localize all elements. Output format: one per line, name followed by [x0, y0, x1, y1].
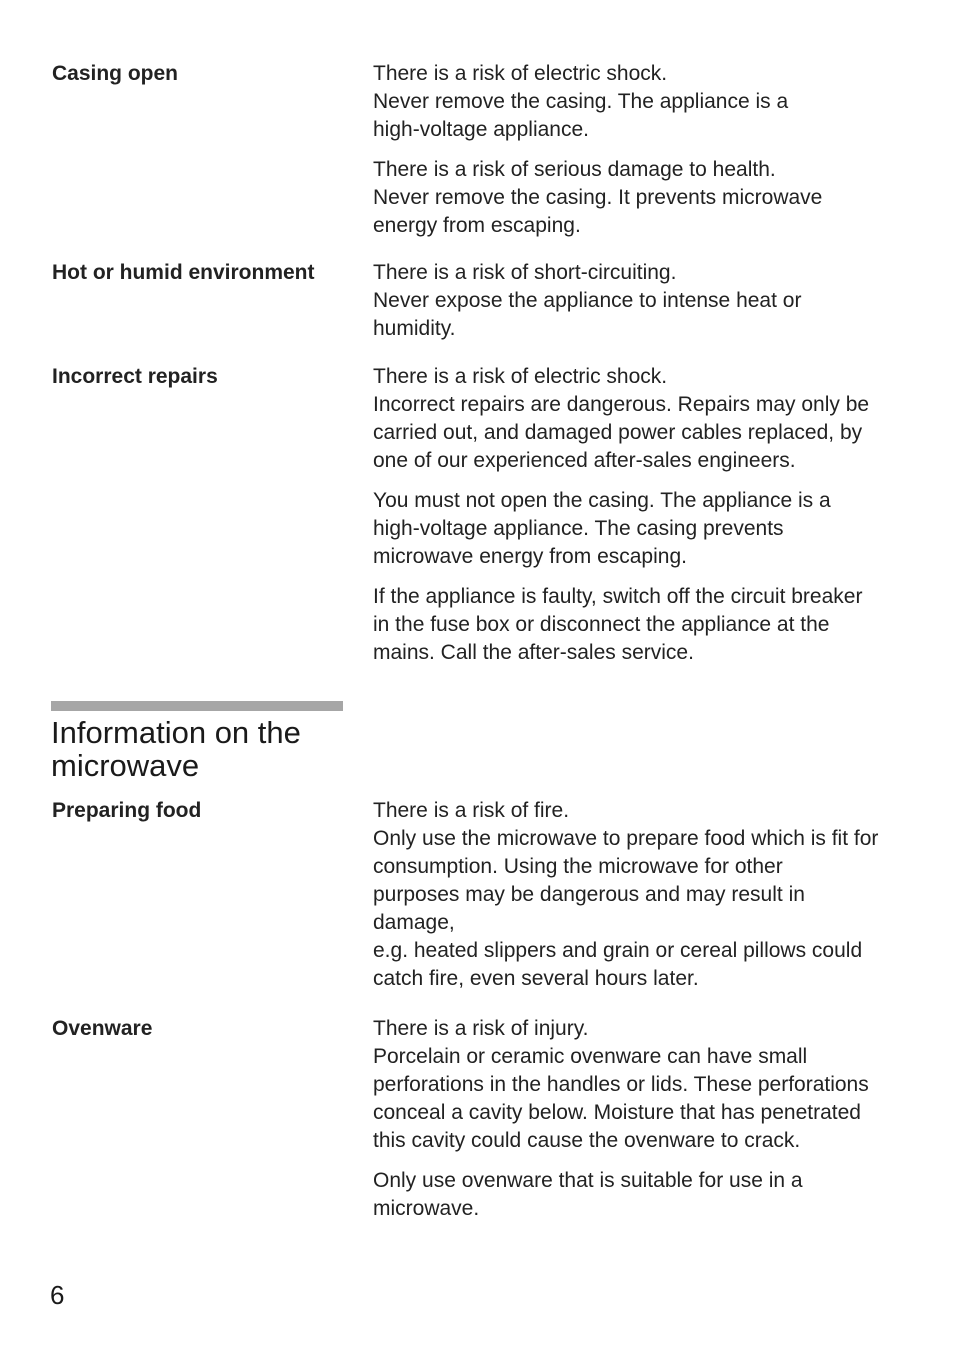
entry-text-ovenware [373, 1015, 918, 1223]
entry-text-casing-open [373, 60, 918, 240]
paragraph: Only use ovenware that is suitable for use in a microwave. [373, 1169, 803, 1220]
paragraph: There is a risk of electric shock. Never remove the casing. The appliance is a high-voltage appliance. [373, 62, 789, 141]
paragraph: There is a risk of electric shock. Incorrect repairs are dangerous. Repairs may only be carried out, and damaged power cables replaced, by one of our experienced after-sales engineers. [373, 365, 870, 472]
entry-label-casing-open: Casing open [52, 62, 179, 85]
paragraph: There is a risk of short-circuiting. Never expose the appliance to intense heat or humidity. [373, 261, 802, 340]
section-divider-bar [51, 701, 343, 711]
section-title: Information on the microwave [51, 715, 301, 783]
entry-label-hot-humid: Hot or humid environment [52, 261, 315, 284]
paragraph: You must not open the casing. The appliance is a high-voltage appliance. The casing prevents microwave energy from escaping. [373, 489, 831, 568]
paragraph: There is a risk of injury. Porcelain or ceramic ovenware can have small perforations in the handles or lids. These perforations conceal a cavity below. Moisture that has penetrated this cavity could cause the ovenware to crack. [373, 1017, 869, 1152]
entry-text-preparing-food [373, 797, 918, 993]
page-number: 6 [50, 1280, 65, 1310]
paragraph: If the appliance is faulty, switch off the circuit breaker in the fuse box or disconnect the appliance at the mains. Call the after-sales service. [373, 585, 863, 664]
paragraph: There is a risk of serious damage to health. Never remove the casing. It prevents microwave energy from escaping. [373, 158, 823, 237]
entry-label-preparing-food: Preparing food [52, 799, 202, 822]
entry-text-incorrect-repairs [373, 363, 918, 667]
entry-label-ovenware: Ovenware [52, 1017, 153, 1040]
entry-label-incorrect-repairs: Incorrect repairs [52, 365, 218, 388]
entry-text-hot-humid [373, 259, 918, 343]
paragraph: There is a risk of fire. Only use the microwave to prepare food which is fit for consumption. Using the microwave for other purposes may be dangerous and may result in damage, e.g. heated slippers and grain or cereal pillows could catch fire, even several hours later. [373, 799, 879, 990]
